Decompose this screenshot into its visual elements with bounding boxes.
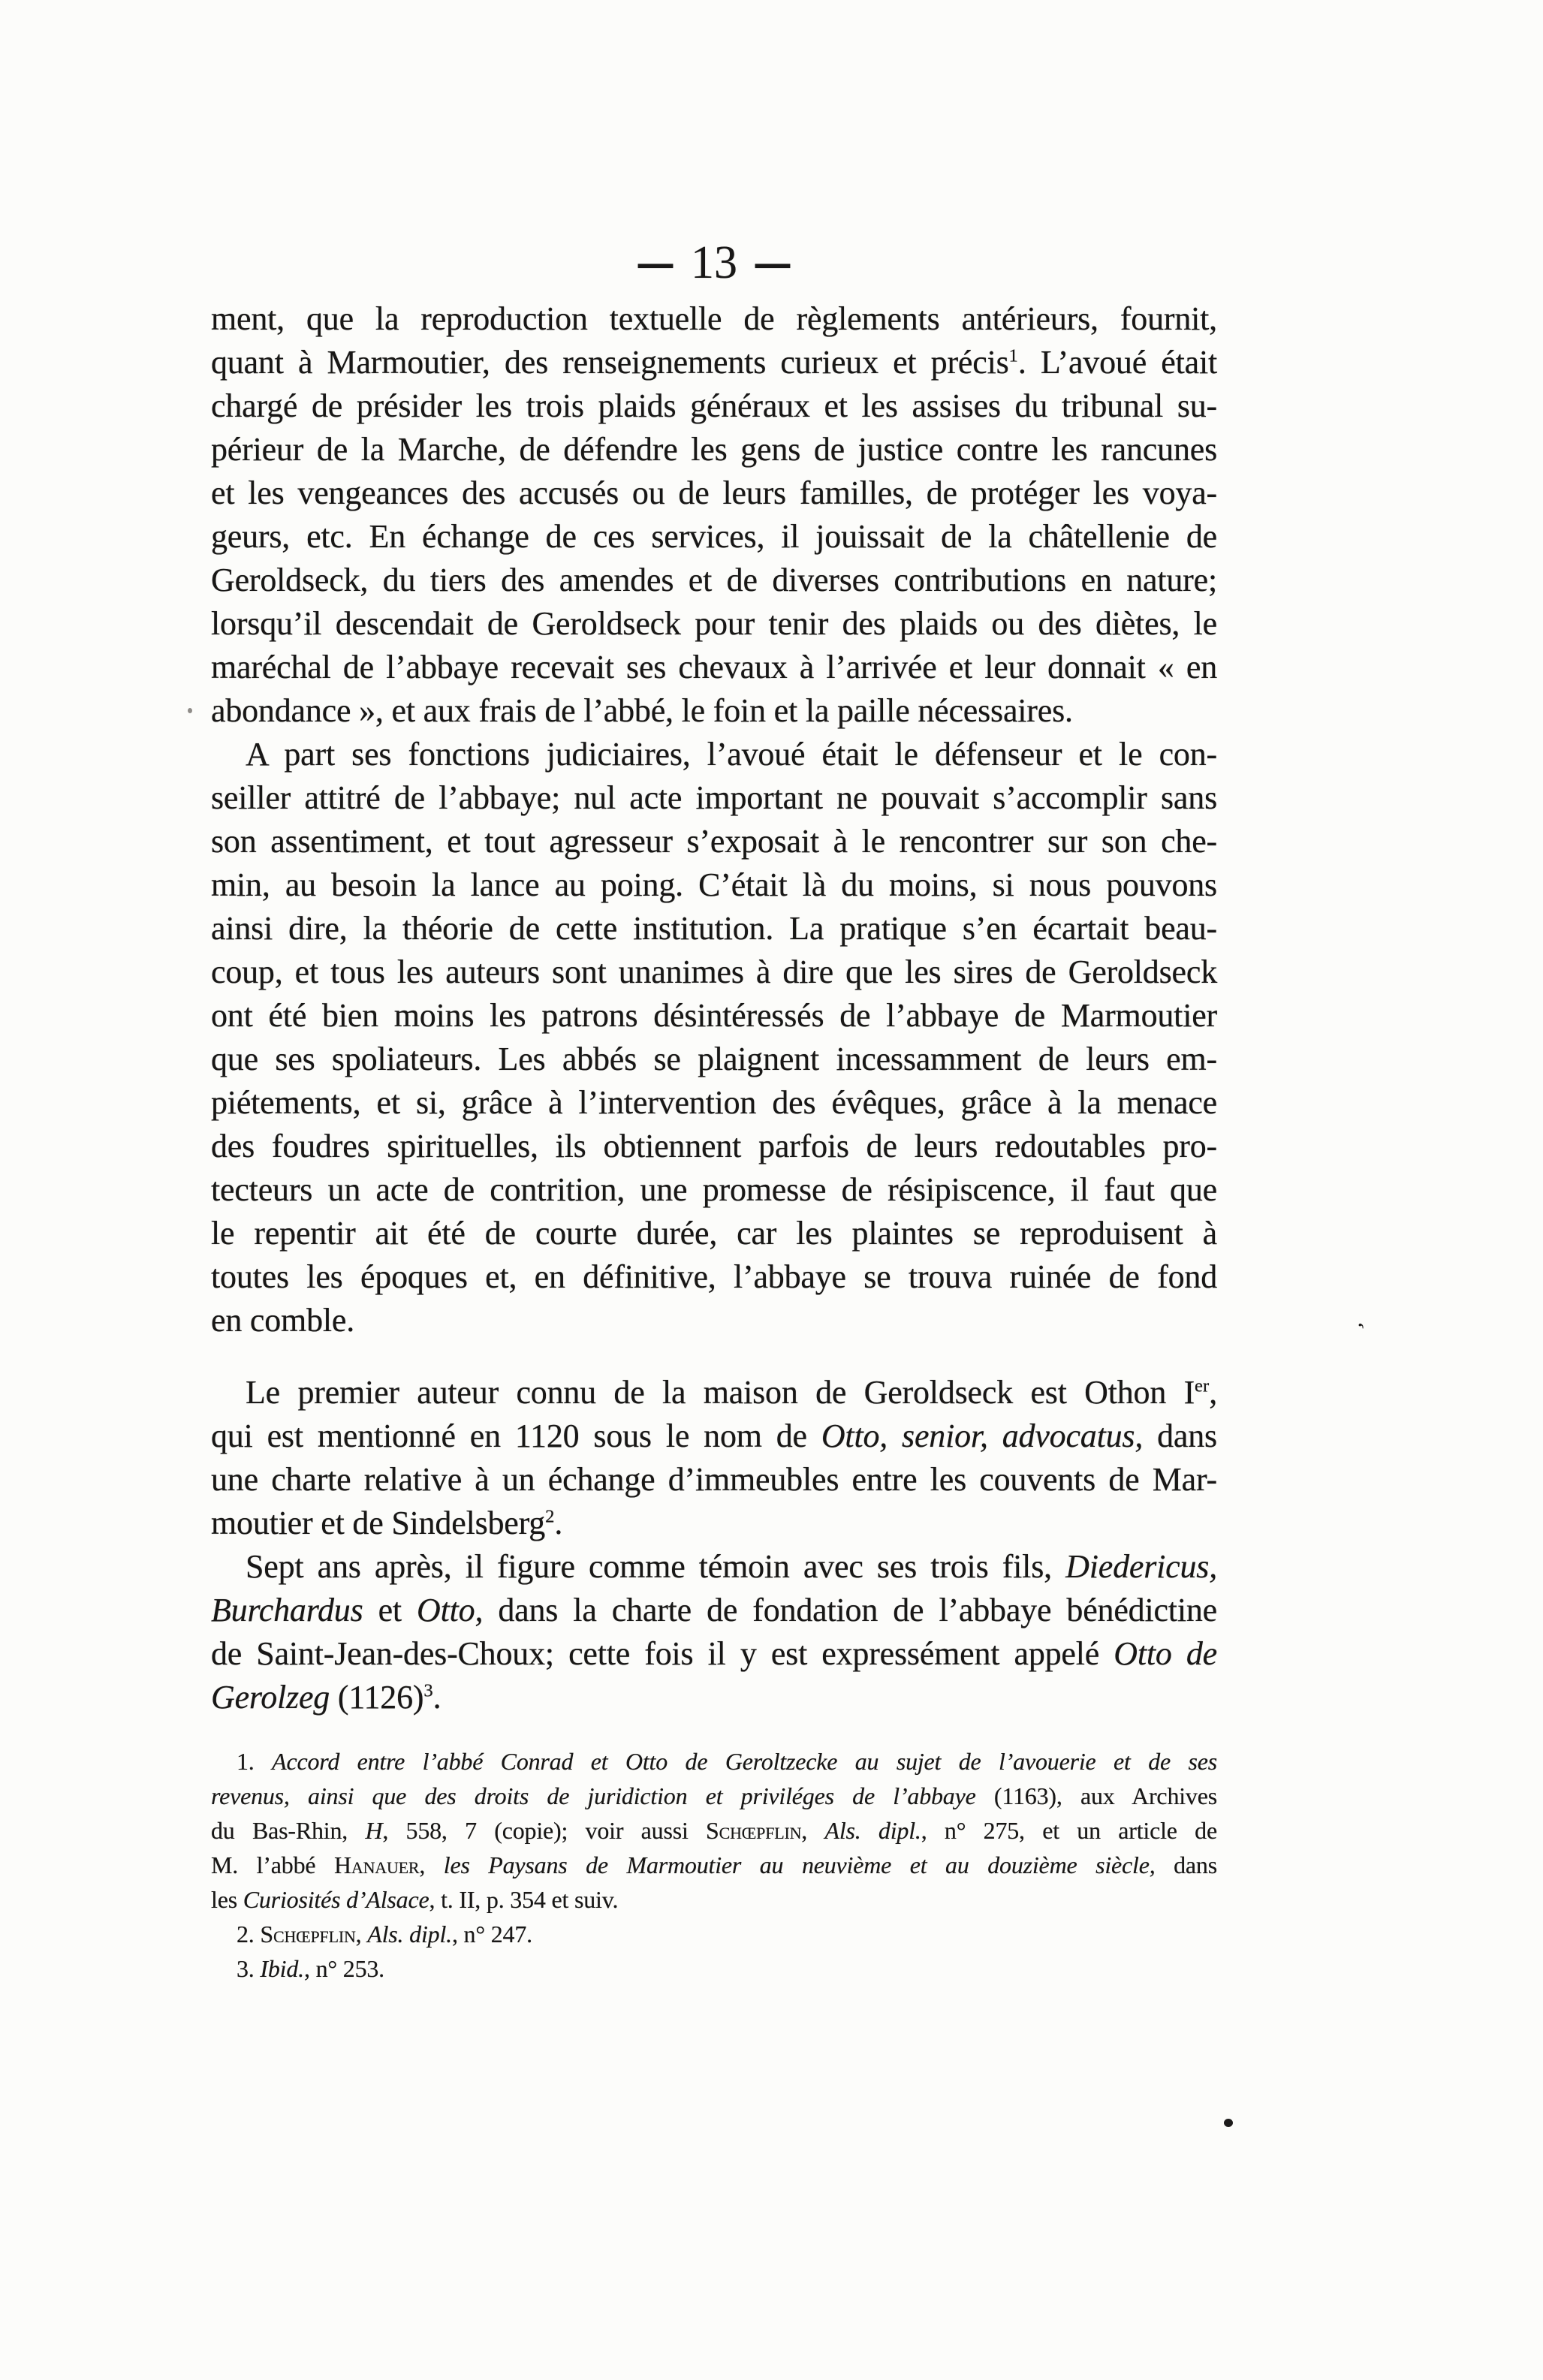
text-run: Otto, senior, advocatus, <box>821 1417 1144 1454</box>
text-line <box>211 1676 1217 1719</box>
text-run: moutier et de Sindelsberg <box>211 1505 546 1541</box>
text-line <box>211 1545 1217 1589</box>
text-line <box>211 994 1217 1038</box>
text-line <box>211 820 1217 863</box>
paragraph <box>211 733 1217 1342</box>
text-line <box>211 1299 1217 1342</box>
header-right-dash: — <box>755 227 790 293</box>
text-run: du Bas-Rhin, <box>211 1817 366 1844</box>
paragraph <box>211 1371 1217 1545</box>
header-left-dash: — <box>638 227 673 293</box>
text-line <box>211 1632 1217 1676</box>
text-run: Als. dipl. <box>824 1817 921 1844</box>
text-line <box>211 1255 1217 1299</box>
text-line <box>211 1502 1217 1545</box>
text-run: Sept ans après, il figure comme témoin avec ses trois fils, <box>246 1548 1066 1585</box>
page-header <box>211 227 1217 293</box>
text-run: ainsi dire, la théorie de cette institution. La pratique s’en écartait beau- <box>211 910 1217 947</box>
text-line <box>211 1371 1217 1414</box>
text-run: M. l’abbé <box>211 1851 334 1878</box>
text-run: , <box>355 1921 368 1948</box>
footnote <box>211 1917 1217 1951</box>
text-line <box>211 1212 1217 1255</box>
text-run: H <box>365 1817 383 1844</box>
text-line <box>211 776 1217 820</box>
text-run: quant à Marmoutier, des renseignements curieux et précis <box>211 344 1009 381</box>
text-run: (1126) <box>330 1679 424 1716</box>
text-line <box>211 689 1217 733</box>
footnote-line <box>211 1917 1217 1951</box>
text-run: dans <box>1143 1417 1217 1454</box>
page-number: 13 <box>691 237 737 288</box>
text-line <box>211 559 1217 602</box>
text-line <box>211 515 1217 559</box>
text-run: Otto, <box>417 1592 484 1628</box>
text-line <box>211 907 1217 950</box>
text-run: chargé de présider les trois plaids généraux et les assises du tribunal su- <box>211 387 1217 424</box>
text-line <box>211 1081 1217 1125</box>
text-run: A part ses fonctions judiciaires, l’avoué était le défenseur et le con- <box>246 736 1217 773</box>
text-run: toutes les époques et, en définitive, l’abbaye se trouva ruinée de fond <box>211 1258 1217 1295</box>
text-run: qui est mentionné en 1120 sous le nom de <box>211 1417 821 1454</box>
text-run: ont été bien moins les patrons désintéressés de l’abbaye de Marmoutier <box>211 997 1217 1034</box>
text-run: ment, que la reproduction textuelle de règlements antérieurs, fournit, <box>211 300 1217 337</box>
text-run: , <box>419 1851 444 1878</box>
text-run: et les vengeances des accusés ou de leurs familles, de protéger les voya- <box>211 474 1217 511</box>
text-run: que ses spoliateurs. Les abbés se plaignent incessamment de leurs em- <box>211 1041 1217 1077</box>
footnote-marker: 2 <box>545 1506 555 1527</box>
text-line <box>211 1589 1217 1632</box>
text-run: Burchardus <box>211 1592 363 1628</box>
paragraph <box>211 297 1217 733</box>
text-run: , n° 253. <box>303 1955 384 1982</box>
footnote-marker: 1 <box>1008 345 1018 366</box>
text-run: abondance », et aux frais de l’abbé, le foin et la paille nécessaires. <box>211 692 1073 729</box>
text-run: Ibid. <box>260 1955 304 1982</box>
scan-speck-comma: , <box>1342 1313 1367 1330</box>
text-line <box>211 1458 1217 1502</box>
text-run: , 558, 7 (copie); voir aussi <box>382 1817 707 1844</box>
text-line <box>211 646 1217 689</box>
text-run: les <box>211 1886 243 1913</box>
text-run: coup, et tous les auteurs sont unanimes à dire que les sires de Geroldseck <box>211 954 1217 990</box>
text-line <box>211 1414 1217 1458</box>
text-run: des foudres spirituelles, ils obtiennent parfois de leurs redoutables pro- <box>211 1128 1217 1164</box>
text-run: Geroldseck, du tiers des amendes et de diverses contributions en nature; <box>211 562 1217 598</box>
text-run: Hanauer <box>333 1851 420 1878</box>
text-run: geurs, etc. En échange de ces services, il jouissait de la châtellenie de <box>211 518 1217 555</box>
paragraph <box>211 1545 1217 1719</box>
text-run: Als. dipl. <box>367 1921 452 1948</box>
footnotes <box>211 1744 1217 1986</box>
text-run: Accord entre l’abbé Conrad et Otto de Geroltzecke au sujet de l’avouerie et de ses <box>272 1748 1217 1775</box>
text-run: . L’avoué était <box>1017 344 1217 381</box>
scan-speck-dot <box>188 708 192 713</box>
text-run: , t. II, p. 354 et suiv. <box>429 1886 619 1913</box>
text-run: en comble. <box>211 1302 355 1339</box>
footnote-line <box>211 1882 1217 1917</box>
text-run: périeur de la Marche, de défendre les gens de justice contre les rancunes <box>211 431 1217 468</box>
text-run: Gerolzeg <box>211 1679 330 1716</box>
footnote-line <box>211 1813 1217 1848</box>
text-run: Schœpflin <box>260 1921 356 1948</box>
text-line <box>211 950 1217 994</box>
text-run: 2. <box>237 1921 261 1948</box>
text-line <box>211 428 1217 471</box>
footnote-line <box>211 1848 1217 1882</box>
text-run: , <box>801 1817 825 1844</box>
footnote-marker: 3 <box>423 1680 433 1701</box>
text-line <box>211 1125 1217 1168</box>
text-run: Otto de <box>1114 1635 1218 1672</box>
text-run: dans la charte de fondation de l’abbaye bénédictine <box>483 1592 1217 1628</box>
text-run: (1163), aux Archives <box>975 1782 1217 1809</box>
text-run: min, au besoin la lance au poing. C’était là du moins, si nous pouvons <box>211 866 1217 903</box>
text-line <box>211 733 1217 776</box>
footnote-marker: er <box>1195 1375 1210 1396</box>
text-run: Diedericus, <box>1065 1548 1217 1585</box>
footnote-line <box>211 1951 1217 1986</box>
footnote <box>211 1951 1217 1986</box>
text-run: Le premier auteur connu de la maison de Geroldseck est Othon I <box>246 1374 1195 1411</box>
text-run: les Paysans de Marmoutier au neuvième et au douzième siècle, <box>443 1851 1156 1878</box>
text-line <box>211 297 1217 341</box>
text-run: seiller attitré de l’abbaye; nul acte important ne pouvait s’accomplir sans <box>211 779 1217 816</box>
text-run: de Saint-Jean-des-Choux; cette fois il y est expressément appelé <box>211 1635 1114 1672</box>
text-run: piétements, et si, grâce à l’intervention des évêques, grâce à la menace <box>211 1084 1217 1121</box>
text-line <box>211 341 1217 384</box>
text-run: , n° 275, et un article de <box>921 1817 1217 1844</box>
text-run: , <box>1209 1374 1217 1411</box>
scan-speck-dot <box>1224 2119 1233 2127</box>
footnote-line <box>211 1779 1217 1813</box>
main-text <box>211 297 1217 1719</box>
text-run: et <box>363 1592 417 1628</box>
text-line <box>211 1168 1217 1212</box>
text-run: le repentir ait été de courte durée, car les plaintes se reproduisent à <box>211 1215 1217 1252</box>
text-run: lorsqu’il descendait de Geroldseck pour tenir des plaids ou des diètes, le <box>211 605 1217 642</box>
text-run: maréchal de l’abbaye recevait ses chevaux à l’arrivée et leur donnait « en <box>211 649 1217 685</box>
text-line <box>211 471 1217 515</box>
text-run: Curiosités d’Alsace <box>243 1886 429 1913</box>
text-run: , n° 247. <box>451 1921 532 1948</box>
text-run: 1. <box>237 1748 273 1775</box>
text-run: Schœpflin <box>706 1817 802 1844</box>
text-run: revenus, ainsi que des droits de juridiction et priviléges de l’abbaye <box>211 1782 976 1809</box>
text-run: 3. <box>237 1955 261 1982</box>
text-run: son assentiment, et tout agresseur s’exposait à le rencontrer sur son che- <box>211 823 1217 860</box>
text-run: dans <box>1155 1851 1217 1878</box>
text-line <box>211 384 1217 428</box>
text-line <box>211 602 1217 646</box>
text-line <box>211 863 1217 907</box>
footnote-line <box>211 1744 1217 1779</box>
text-line <box>211 1038 1217 1081</box>
text-run: tecteurs un acte de contrition, une promesse de résipiscence, il faut que <box>211 1171 1217 1208</box>
text-run: . <box>432 1679 442 1716</box>
text-run: une charte relative à un échange d’immeubles entre les couvents de Mar- <box>211 1461 1217 1498</box>
footnote <box>211 1744 1217 1917</box>
text-run: . <box>554 1505 563 1541</box>
